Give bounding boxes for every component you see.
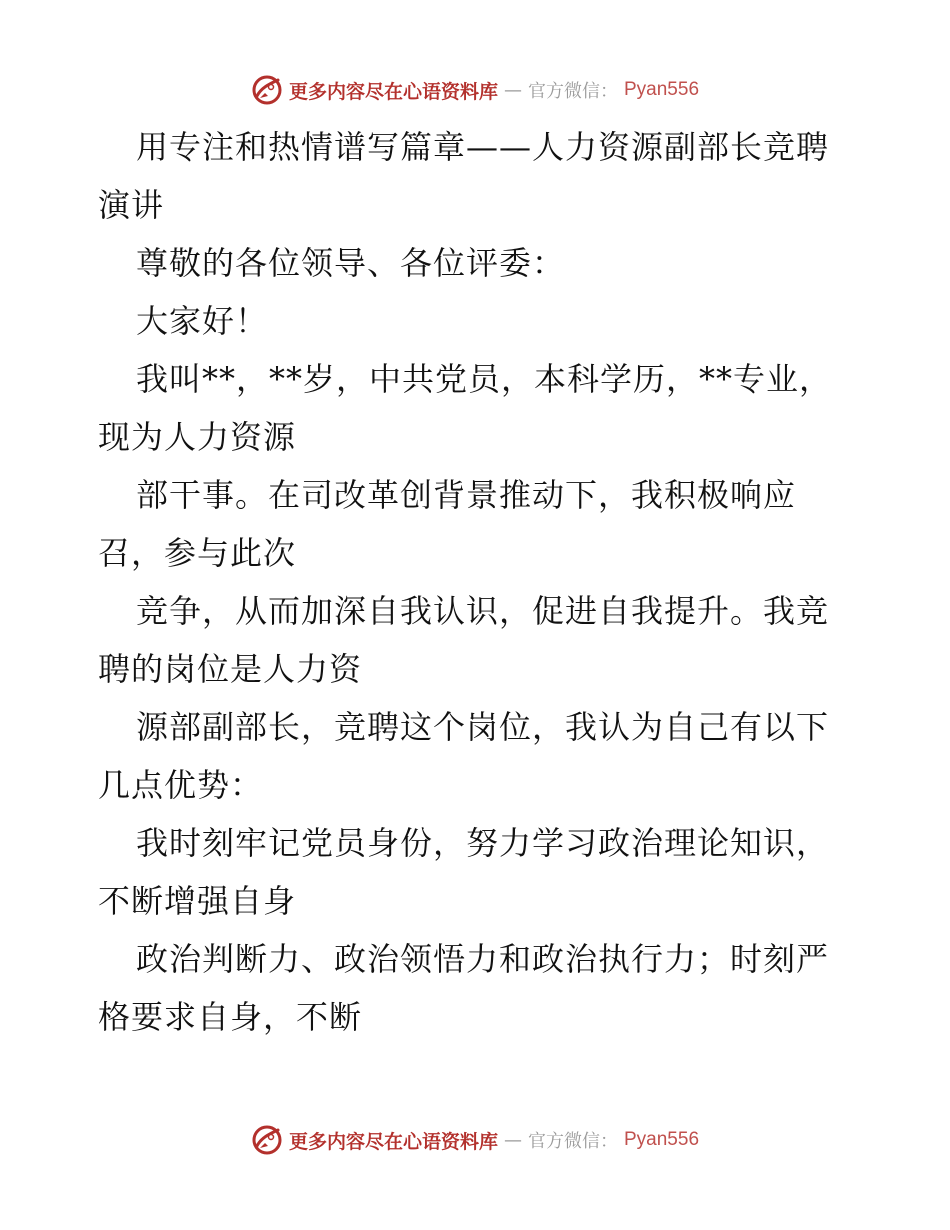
banner-sub-text: 官方微信： [528, 1131, 618, 1152]
salutation: 尊敬的各位领导、各位评委： [136, 244, 566, 282]
text-line: 现为人力资源 [98, 418, 297, 456]
text-line: 聘的岗位是人力资 [98, 650, 363, 688]
pen-logo-icon [251, 1124, 283, 1156]
footer-banner-content [251, 1124, 699, 1156]
header-banner [0, 70, 950, 110]
banner-account: Pyan556 [624, 1129, 700, 1150]
text-line: 我叫**，**岁，中共党员，本科学历，**专业， [136, 360, 833, 398]
header-banner-content [251, 74, 699, 106]
text-line: 召，参与此次 [98, 534, 297, 572]
text-line: 竞争，从而加深自我认识，促进自我提升。我竞 [136, 592, 830, 630]
banner-separator: — [504, 1129, 522, 1151]
text-line: 不断增强自身 [98, 882, 297, 920]
text-line: 政治判断力、政治领悟力和政治执行力；时刻严 [136, 940, 830, 978]
text-line: 源部副部长，竞聘这个岗位，我认为自己有以下 [136, 708, 830, 746]
title-line-2: 演讲 [98, 186, 165, 224]
title-line-1: 用专注和热情谱写篇章——人力资源副部长竞聘 [136, 128, 830, 166]
pen-logo-icon [251, 74, 283, 106]
text-line: 格要求自身，不断 [98, 998, 363, 1036]
banner-main-text: 更多内容尽在心语资料库 [288, 1130, 498, 1153]
banner-sub-text: 官方微信： [528, 81, 618, 102]
footer-banner [0, 1120, 950, 1160]
text-line: 几点优势： [98, 766, 264, 804]
document-body [98, 118, 858, 1046]
banner-main-text: 更多内容尽在心语资料库 [288, 80, 498, 103]
text-line: 我时刻牢记党员身份，努力学习政治理论知识， [136, 824, 830, 862]
banner-separator: — [504, 79, 522, 101]
greeting: 大家好！ [136, 302, 269, 340]
text-line: 部干事。在司改革创背景推动下，我积极响应 [136, 476, 797, 514]
banner-account: Pyan556 [624, 79, 700, 100]
